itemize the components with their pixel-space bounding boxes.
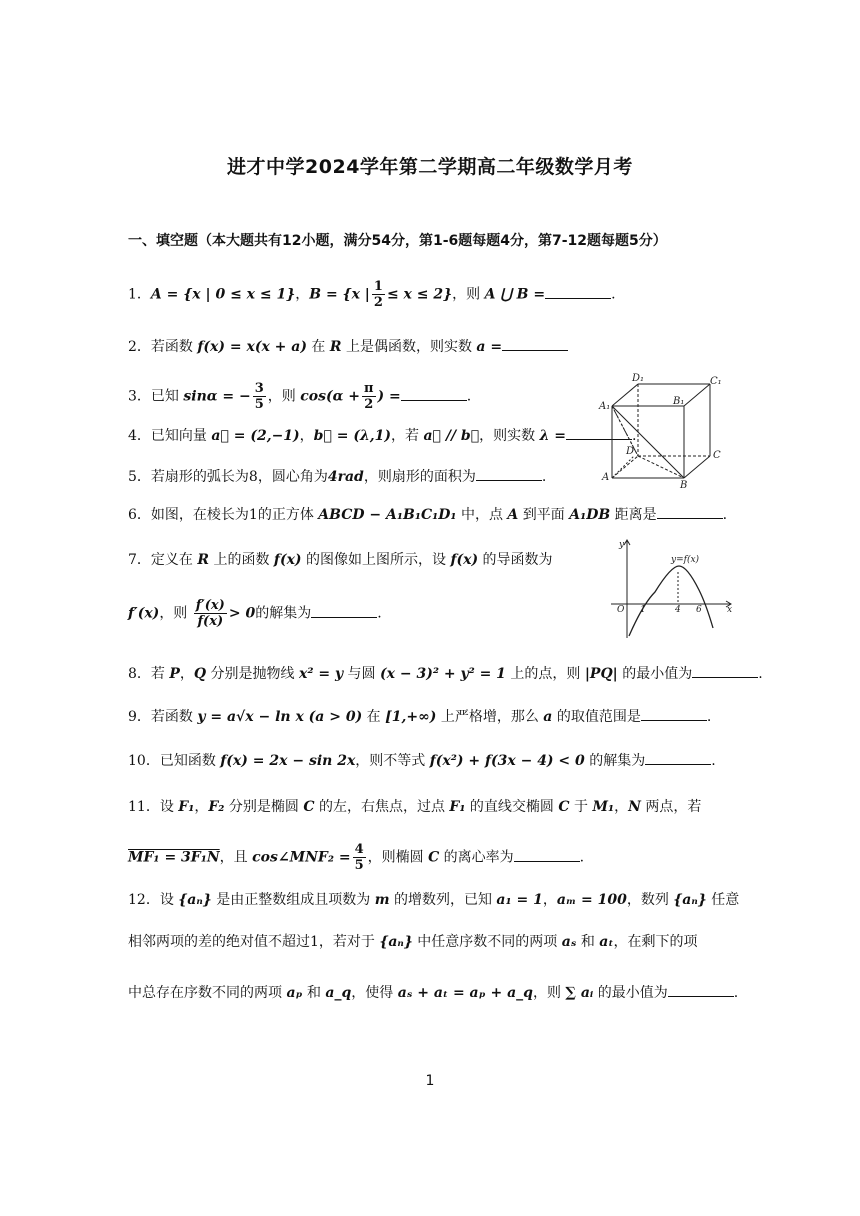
answer-blank[interactable] xyxy=(692,665,758,678)
question-7-line-1: 7．定义在 R 上的函数 f(x) 的图像如上图所示，设 f(x) 的导函数为 xyxy=(128,552,553,568)
label-fx: y=f(x) xyxy=(671,555,700,565)
label-a: A xyxy=(602,472,610,483)
answer-blank[interactable] xyxy=(641,708,707,721)
page-number: 1 xyxy=(425,1073,435,1089)
answer-blank[interactable] xyxy=(401,388,467,401)
question-4: 4．已知向量 a⃗ = (2,−1)，b⃗ = (λ,1)，若 a⃗ // b⃗，则实数 λ = . xyxy=(128,428,637,444)
answer-blank[interactable] xyxy=(668,984,734,997)
label-a1: A₁ xyxy=(599,401,611,412)
question-12-line-1: 12．设 {aₙ} 是由正整数组成且项数为 m 的增数列，已知 a₁ = 1，aₘ = 100，数列 {aₙ} 任意 xyxy=(128,892,740,908)
label-origin: O xyxy=(617,605,625,615)
question-8: 8．若 P，Q 分别是抛物线 x² = y 与圆 (x − 3)² + y² = 1 上的点，则 |PQ| 的最小值为 . xyxy=(128,666,763,682)
label-tick-1: 1 xyxy=(640,605,646,615)
answer-blank[interactable] xyxy=(476,468,542,481)
question-10: 10．已知函数 f(x) = 2x − sin 2x，则不等式 f(x²) + f(3x − 4) < 0 的解集为 . xyxy=(128,753,716,769)
question-12-line-3: 中总存在序数不同的两项 aₚ 和 a_q，使得 aₛ + aₜ = aₚ + a_q，则 ∑ aᵢ 的最小值为 . xyxy=(128,985,739,1001)
answer-blank[interactable] xyxy=(514,849,580,862)
function-graph-figure xyxy=(605,534,737,644)
label-tick-4: 4 xyxy=(675,605,681,615)
label-b1: B₁ xyxy=(673,396,685,407)
cube-figure xyxy=(598,372,728,490)
answer-blank[interactable] xyxy=(545,286,611,299)
answer-blank[interactable] xyxy=(645,752,711,765)
question-11-line-1: 11．设 F₁，F₂ 分别是椭圆 C 的左，右焦点，过点 F₁ 的直线交椭圆 C 于 M₁，N 两点，若 xyxy=(128,799,702,815)
question-12-line-2: 相邻两项的差的绝对值不超过1，若对于 {aₙ} 中任意序数不同的两项 aₛ 和 aₜ，在剩下的项 xyxy=(128,934,698,950)
label-x-axis: x xyxy=(727,605,733,615)
question-11-line-2: MF₁ = 3F₁N，且 cos∠MNF₂ = $\frac{4}{5}$ ，则椭圆 C 的离心率为 . xyxy=(128,842,585,873)
answer-blank[interactable] xyxy=(657,506,723,519)
question-1: 1．A = {x | 0 ≤ x ≤ 1}，B = {x | $\frac{1}{2}$ ≤ x ≤ 2}，则 A ⋃ B = . xyxy=(128,279,616,310)
label-c: C xyxy=(713,450,721,461)
question-2: 2．若函数 f(x) = x(x + a) 在 R 上是偶函数，则实数 a = xyxy=(128,337,568,357)
section-heading: 一、填空题（本大题共有12小题，满分54分，第1-6题每题4分，第7-12题每题5分） xyxy=(128,233,667,249)
label-c1: C₁ xyxy=(710,376,722,387)
label-d: D xyxy=(626,446,635,457)
answer-blank[interactable] xyxy=(502,338,568,351)
label-y-axis: y xyxy=(619,540,625,550)
label-b: B xyxy=(680,480,688,490)
question-5: 5．若扇形的弧长为8，圆心角为4rad，则扇形的面积为 . xyxy=(128,469,547,485)
answer-blank[interactable] xyxy=(311,605,377,618)
page-title: 进才中学2024学年第二学期高二年级数学月考 xyxy=(227,156,633,178)
question-9: 9．若函数 y = a√x − ln x (a > 0) 在 [1,+∞) 上严格增，那么 a 的取值范围是 . xyxy=(128,709,712,725)
question-7-line-2: f′(x)，则 $\frac{f'(x)}{f(x)}$ > 0的解集为 . xyxy=(128,598,382,629)
label-d1: D₁ xyxy=(632,373,645,384)
question-3: 3．已知 sinα = − $\frac{3}{5}$ ，则 cos(α + $\frac{\pi}{2}$ ) = . xyxy=(128,381,472,412)
question-6: 6．如图，在棱长为1的正方体 ABCD − A₁B₁C₁D₁ 中，点 A 到平面 A₁DB 距离是 . xyxy=(128,507,728,523)
label-tick-6: 6 xyxy=(696,605,702,615)
